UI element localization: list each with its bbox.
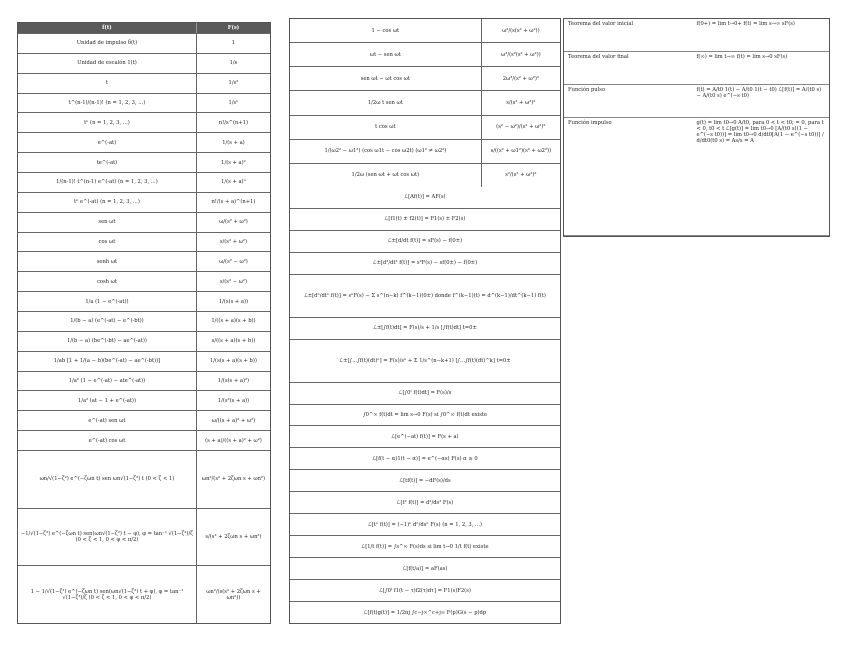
laplace-function-cell: 1/(s(s + a)²) xyxy=(217,378,250,385)
property-row xyxy=(290,448,560,470)
table-row xyxy=(18,252,270,272)
property-row xyxy=(290,514,560,536)
time-function-cell: e^(-at) sen ωt xyxy=(18,411,197,430)
theorem-row xyxy=(564,19,829,52)
time-function-cell: ωt − sen ωt xyxy=(290,43,482,66)
middle-pairs-body xyxy=(290,19,560,187)
theorem-row xyxy=(564,118,829,236)
table-row xyxy=(290,43,560,67)
time-function-cell: t^(n-1)/(n-1)! (n = 1, 2, 3, ...) xyxy=(18,94,197,113)
time-function-cell: 1/a² (at − 1 + e^(-at)) xyxy=(18,391,197,410)
laplace-function-cell: n!/(s + a)^(n+1) xyxy=(211,199,256,206)
table-row xyxy=(18,34,270,54)
laplace-function-cell: 1/sⁿ xyxy=(228,100,239,106)
time-function-cell: 1/a (1 − e^(-at)) xyxy=(18,292,197,311)
laplace-function-cell: 1/((s + a)(s + b)) xyxy=(211,318,256,325)
table-row xyxy=(18,133,270,153)
time-function-cell: e^(-at) cos ωt xyxy=(18,431,197,450)
theorem-formula: f(t) = A/t0 1(t) − A/t0 1(t − t0) ℒ[f(t)] = A/(t0 s) − A/(t0 s) e^(−s t0) xyxy=(696,87,822,100)
table-row xyxy=(18,411,270,431)
property-formula: ℒ[f(t/a)] = aF(as) xyxy=(402,565,448,572)
time-function-cell: Unidad de escalón 1(t) xyxy=(18,54,197,73)
property-row xyxy=(290,405,560,427)
time-function-cell: 1 − 1/√(1−ζ²) e^(−ζωn t) sen(ωn√(1−ζ²) t + φ), φ = tan⁻¹ √(1−ζ²)/ζ (0 < ζ < 1, 0 < φ < π/2) xyxy=(18,566,197,623)
property-formula: ℒ[t² f(t)] = d²/ds² F(s) xyxy=(396,499,454,506)
time-function-cell: e^(-at) xyxy=(18,133,197,152)
theorem-formula: f(∞) = lim t→∞ f(t) = lim s→0 sF(s) xyxy=(696,54,788,61)
property-formula: ℒ[f(t)g(t)] = 1/2πj ∫c−j∞^c+j∞ F(p)G(s − p)dp xyxy=(363,609,487,616)
property-row xyxy=(290,558,560,580)
laplace-function-cell: n!/s^(n+1) xyxy=(218,119,249,126)
property-formula: ℒ[∫0ᵗ f(t)dt] = F(s)/s xyxy=(398,390,452,397)
time-function-cell: −1/√(1−ζ²) e^(−ζωn t) sen(ωn√(1−ζ²) t − φ), φ = tan⁻¹ √(1−ζ²)/ζ (0 < ζ < 1, 0 < φ < π/2) xyxy=(18,509,197,566)
time-function-cell: t cos ωt xyxy=(290,116,482,139)
laplace-function-cell: 1/(s(s + a)(s + b)) xyxy=(210,358,257,365)
table-row xyxy=(290,164,560,187)
table-row xyxy=(290,91,560,115)
table-row xyxy=(18,332,270,352)
property-formula: ℒ[f1(t) ± f2(t)] = F1(s) ± F2(s) xyxy=(384,216,466,223)
table-row xyxy=(18,54,270,74)
time-function-cell: 1/(ω2² − ω1²) (cos ω1t − cos ω2t) (ω1² ≠ ω2²) xyxy=(290,140,482,163)
property-row xyxy=(290,580,560,602)
property-row xyxy=(290,536,560,558)
property-formula: ℒ[tⁿ f(t)] = (−1)ⁿ dⁿ/dsⁿ F(s) (n = 1, 2, 3, ...) xyxy=(368,521,482,528)
time-function-cell: sen ωt xyxy=(18,213,197,232)
property-row xyxy=(290,187,560,209)
laplace-function-cell: 2ω³/(s² + ω²)² xyxy=(502,75,539,82)
table-row xyxy=(290,140,560,164)
table-row xyxy=(18,431,270,451)
theorems-body xyxy=(564,19,829,236)
laplace-properties-table xyxy=(289,18,561,624)
theorem-formula: g(t) = lim t0→0 A/t0, para 0 < t < t0; = 0, para t < 0, t0 < t ℒ[g(t)] = lim t0→0 [A/(t0 s)(1 − e^(−s t0))] = lim t0→0 d/dt0[A(1 − e^(−s t0))] / d/dt0(t0 s) = As/s = A xyxy=(696,120,824,145)
time-function-cell: 1/(b − a) (be^(-bt) − ae^(-at)) xyxy=(18,332,197,351)
laplace-function-cell: ωn²/(s(s² + 2ζωn s + ωn²)) xyxy=(206,588,261,601)
table-row xyxy=(18,74,270,94)
table-row xyxy=(18,113,270,133)
theorem-name: Función pulso xyxy=(568,87,606,94)
laplace-function-cell: 1/(s(s + a)) xyxy=(218,298,249,305)
time-function-cell: Unidad de impulso δ(t) xyxy=(18,34,197,53)
table-row xyxy=(18,213,270,233)
property-row xyxy=(290,426,560,448)
laplace-function-cell: ωn²/(s² + 2ζωn s + ωn²) xyxy=(201,476,266,483)
laplace-function-cell: 1/(s + a)ⁿ xyxy=(221,179,246,186)
time-function-cell: ωn/√(1−ζ²) e^(−ζωn t) sen ωn√(1−ζ²) t (0 < ζ < 1) xyxy=(18,451,197,508)
time-function-cell: 1/a² (1 − e^(-at) − ate^(-at)) xyxy=(18,372,197,391)
laplace-function-cell: s²/(s² + ω²)² xyxy=(505,172,537,179)
property-row xyxy=(290,492,560,514)
property-formula: ℒ[Af(t)] = AF(s) xyxy=(404,194,446,201)
table-row xyxy=(18,272,270,292)
laplace-function-cell: (s + a)/((s + a)² + ω²) xyxy=(205,437,262,444)
table-row xyxy=(18,233,270,253)
time-function-cell: t xyxy=(18,74,197,93)
table-row xyxy=(18,153,270,173)
time-function-cell: sen ωt − ωt cos ωt xyxy=(290,67,482,90)
table-row xyxy=(290,67,560,91)
theorem-name: Teorema del valor final xyxy=(568,54,629,61)
theorem-row xyxy=(564,52,829,85)
property-formula: ℒ[tf(t)] = −dF(s)/ds xyxy=(399,477,451,484)
laplace-function-cell: s/((s + a)(s + b)) xyxy=(211,338,256,345)
time-function-cell: 1/2ω t sen ωt xyxy=(290,91,482,114)
property-row xyxy=(290,231,560,253)
time-function-cell: te^(-at) xyxy=(18,153,197,172)
header-time-function: f(t) xyxy=(18,23,197,33)
time-function-cell: senh ωt xyxy=(18,252,197,271)
laplace-function-cell: 1/s² xyxy=(228,80,239,87)
laplace-function-cell: 1/s xyxy=(229,60,238,67)
laplace-function-cell: s/(s² + 2ζωn s + ωn²) xyxy=(205,533,262,540)
time-function-cell: tⁿ e^(-at) (n = 1, 2, 3, ...) xyxy=(18,193,197,212)
table-header xyxy=(18,23,270,34)
table-row xyxy=(290,116,560,140)
property-formula: ℒ±[∫...∫f(t)(dt)ⁿ] = F(s)/sⁿ + Σ 1/s^(n−k+1) [∫...∫f(t)(dt)^k] t=0± xyxy=(339,357,511,364)
time-function-cell: 1 − cos ωt xyxy=(290,19,482,42)
laplace-function-cell: s/(s² − ω²) xyxy=(219,278,248,285)
property-row xyxy=(290,318,560,340)
table-row xyxy=(18,292,270,312)
laplace-function-cell: s/(s² + ω²)² xyxy=(506,99,536,106)
laplace-function-cell: s/(s² + ω²) xyxy=(219,239,248,246)
table-row xyxy=(18,566,270,623)
laplace-function-cell: 1 xyxy=(231,40,236,47)
time-function-cell: cosh ωt xyxy=(18,272,197,291)
laplace-function-cell: 1/(s²(s + a)) xyxy=(217,397,250,404)
property-formula: ℒ[1/t f(t)] = ∫s^∞ F(s)ds si lim t→0 1/t f(t) existe xyxy=(361,543,489,550)
laplace-function-cell: ω³/(s²(s² + ω²)) xyxy=(501,51,541,58)
time-function-cell: 1/(b − a) (e^(-at) − e^(-bt)) xyxy=(18,312,197,331)
table-row xyxy=(290,19,560,43)
table-row xyxy=(18,352,270,372)
properties-body xyxy=(290,187,560,623)
property-row xyxy=(290,253,560,275)
time-function-cell: cos ωt xyxy=(18,233,197,252)
property-row xyxy=(290,602,560,623)
property-row xyxy=(290,383,560,405)
property-formula: ℒ[e^(−at) f(t)] = F(s + a) xyxy=(391,433,459,440)
table-row xyxy=(18,372,270,392)
header-laplace-function: F(s) xyxy=(227,25,240,31)
table-row xyxy=(18,94,270,114)
time-function-cell: tⁿ (n = 1, 2, 3, ...) xyxy=(18,113,197,132)
property-row xyxy=(290,275,560,318)
table-row xyxy=(18,451,270,509)
property-formula: ∫0^∞ f(t)dt = lim s→0 F(s) si ∫0^∞ f(t)dt existe xyxy=(362,412,488,418)
time-function-cell: 1/ab [1 + 1/(a − b)(be^(-at) − ae^(-bt))] xyxy=(18,352,197,371)
theorems-panel xyxy=(563,18,830,237)
property-formula: ℒ[f(t − α)1(t − α)] = e^(−αs) F(s) α ≥ 0 xyxy=(372,455,478,462)
property-formula: ℒ±[dⁿ/dtⁿ f(t)] = sⁿF(s) − Σ s^(n−k) f^(k−1)(0±) donde f^(k−1)(t) = d^(k−1)/dt^(k−1) f(t) xyxy=(304,292,546,299)
property-formula: ℒ±[∫f(t)dt] = F(s)/s + 1/s [∫f(t)dt] t=0± xyxy=(373,325,477,332)
table-row xyxy=(18,391,270,411)
table-body xyxy=(18,34,270,623)
laplace-function-cell: ω/(s² − ω²) xyxy=(219,258,248,265)
table-row xyxy=(18,509,270,567)
table-row xyxy=(18,173,270,193)
property-row xyxy=(290,209,560,231)
property-row xyxy=(290,340,560,383)
theorem-name: Función impulso xyxy=(568,120,612,127)
laplace-function-cell: (s² − ω²)/(s² + ω²)² xyxy=(496,124,546,131)
laplace-function-cell: ω/((s + a)² + ω²) xyxy=(211,417,256,424)
table-row xyxy=(18,312,270,332)
laplace-function-cell: s/((s² + ω1²)(s² + ω2²)) xyxy=(490,148,552,155)
theorem-row xyxy=(564,85,829,118)
theorem-formula: f(0+) = lim t→0+ f(t) = lim s→∞ sF(s) xyxy=(696,21,795,27)
laplace-transform-pairs-table xyxy=(17,22,271,624)
table-row xyxy=(18,193,270,213)
property-row xyxy=(290,470,560,492)
time-function-cell: 1/2ω (sen ωt + ωt cos ωt) xyxy=(290,164,482,187)
laplace-function-cell: ω²/(s(s² + ω²)) xyxy=(502,27,540,34)
laplace-function-cell: 1/(s + a)² xyxy=(221,159,246,166)
time-function-cell: 1/(n-1)! t^(n-1) e^(-at) (n = 1, 2, 3, ...) xyxy=(18,173,197,192)
laplace-function-cell: 1/(s + a) xyxy=(222,139,245,146)
laplace-function-cell: ω/(s² + ω²) xyxy=(219,219,248,226)
property-formula: ℒ[∫0ᵗ f1(t − τ)f2(τ)dτ] = F1(s)F2(s) xyxy=(379,587,471,594)
property-formula: ℒ±[d/dt f(t)] = sF(s) − f(0±) xyxy=(387,238,463,245)
property-formula: ℒ±[d²/dt² f(t)] = s²F(s) − sf(0±) − ḟ(0±) xyxy=(372,260,478,267)
theorem-name: Teorema del valor inicial xyxy=(568,21,634,27)
